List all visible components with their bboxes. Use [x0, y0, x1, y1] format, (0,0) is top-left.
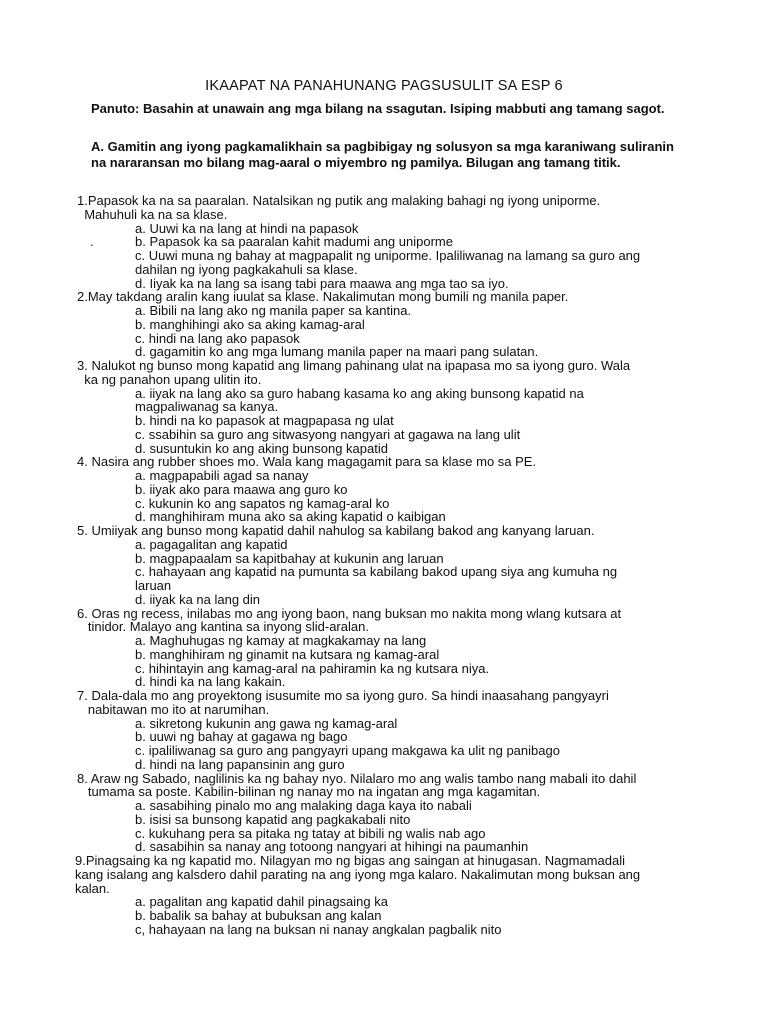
answer-option[interactable]	[77, 717, 717, 731]
answer-option-text: d. gagamitin ko ang mga lumang manila paper na maari pang sulatan.	[135, 344, 539, 360]
answer-option[interactable]	[77, 840, 717, 854]
answer-option-text: laruan	[135, 578, 172, 593]
answer-option[interactable]	[77, 813, 717, 827]
answer-option[interactable]	[77, 758, 717, 772]
question-stem-line: ka ng panahon upang ulitin ito.	[77, 371, 262, 387]
answer-option[interactable]	[77, 538, 717, 552]
question-stem-line: Mahuhuli ka na sa klase.	[77, 206, 228, 222]
question-1	[77, 194, 717, 290]
answer-option-text: c, hahayaan na lang na buksan ni nanay angkalan pagbalik nito	[135, 921, 502, 937]
answer-option[interactable]	[77, 442, 717, 456]
answer-option-text: c. hihintayin ang kamag-aral na pahiramin ka ng kutsara niya.	[135, 660, 490, 676]
answer-option-text: c. kukuhang pera sa pitaka ng tatay at bibili ng walis nab ago	[135, 825, 486, 841]
answer-option[interactable]	[77, 304, 717, 318]
answer-option-text: d. iiyak ka na lang din	[135, 591, 261, 607]
answer-option-text: c. hahayaan ang kapatid na pumunta sa kabilang bakod upang siya ang kumuha ng	[135, 564, 618, 580]
answer-option-text: a. pagalitan ang kapatid dahil pinagsaing ka	[135, 894, 388, 910]
question-4	[77, 455, 717, 524]
question-stem-line: 1.Papasok ka na sa paaralan. Natalsikan ng putik ang malaking bahagi ng iyong uniporme.	[77, 193, 601, 208]
answer-option-text: b. Papasok ka sa paaralan kahit madumi ang uniporme	[135, 234, 453, 250]
answer-option[interactable]	[77, 730, 717, 744]
answer-option-text: a. Maghuhugas ng kamay at magkakamay na lang	[135, 633, 427, 648]
answer-option-text: d. hindi ka na lang kakain.	[135, 674, 286, 690]
question-stem-line: 5. Umiiyak ang bunso mong kapatid dahil nahulog sa kabilang bakod ang kanyang laruan.	[77, 523, 595, 538]
answer-option-text: a. sasabihing pinalo mo ang malaking daga kaya ito nabali	[135, 798, 472, 813]
answer-option-text: b. manghihingi ako sa aking kamag-aral	[135, 316, 365, 332]
answer-option-text: b. isisi sa bunsong kapatid ang pagkakabali nito	[135, 811, 411, 827]
answer-option-text: a. sikretong kukunin ang gawa ng kamag-aral	[135, 715, 398, 731]
answer-option[interactable]	[77, 923, 717, 937]
question-stem-line: 7. Dala-dala mo ang proyektong isusumite mo sa iyong guro. Sa hindi inaasahang pangyayri	[77, 688, 609, 703]
answer-option[interactable]	[77, 675, 717, 689]
answer-option-text: b. magpapaalam sa kapitbahay at kukunin ang laruan	[135, 550, 444, 566]
answer-option-text: b. iiyak ako para maawa ang guro ko	[135, 481, 348, 497]
question-3	[77, 359, 717, 455]
answer-option[interactable]	[77, 263, 717, 277]
answer-option[interactable]	[77, 662, 717, 676]
answer-option[interactable]	[77, 332, 717, 346]
answer-option[interactable]	[77, 827, 717, 841]
answer-option-text: b. babalik sa bahay at bubuksan ang kalan	[135, 908, 382, 923]
answer-option-text: b. hindi na ko papasok at magpapasa ng ulat	[135, 413, 394, 428]
stray-mark: .	[90, 234, 94, 250]
question-stem-line: 6. Oras ng recess, inilabas mo ang iyong baon, nang buksan mo nakita mong wlang kutsara at	[77, 605, 622, 621]
answer-option-text: c. kukunin ko ang sapatos ng kamag-aral ko	[135, 495, 390, 511]
answer-option[interactable]	[77, 565, 717, 579]
question-stem-line: 4. Nasira ang rubber shoes mo. Wala kang magagamit para sa klase mo sa PE.	[77, 454, 537, 470]
answer-option[interactable]	[77, 235, 717, 249]
question-stem-line: 8. Araw ng Sabado, naglilinis ka ng bahay nyo. Nilalaro mo ang walis tambo nang mabali ito dahil	[77, 770, 637, 786]
question-stem-line: tumama sa poste. Kabilin-bilinan ng nanay mo na ingatan ang mga kagamitan.	[77, 784, 541, 800]
answer-option-text: dahilan ng iyong pagkakahuli sa klase.	[135, 261, 358, 277]
question-stem-line: 3. Nalukot ng bunso mong kapatid ang limang pahinang ulat na ipapasa mo sa iyong guro. Wala	[77, 358, 631, 373]
section-a-instruction: A. Gamitin ang iyong pagkamalikhain sa pagbibigay ng solusyon sa mga karaniwang suliranin na nararansan mo bilang mag-aaral o miyembro ng pamilya. Bilugan ang tamang titik.	[91, 139, 674, 170]
answer-option-text: a. Uuwi ka na lang at hindi na papasok	[135, 220, 359, 236]
answer-option-text: d. manghihiram muna ako sa aking kapatid o kaibigan	[135, 509, 446, 525]
answer-option-text: c. ipaliliwanag sa guro ang pangyayri upang makgawa ka ulit ng panibago	[135, 743, 560, 758]
answer-option-text: d. susuntukin ko ang aking bunsong kapatid	[135, 440, 388, 456]
answer-option[interactable]	[77, 345, 717, 359]
answer-option[interactable]	[77, 400, 717, 414]
question-8	[77, 772, 717, 855]
question-list	[77, 194, 717, 937]
question-9	[77, 854, 717, 937]
answer-option[interactable]	[77, 414, 717, 428]
question-2	[77, 290, 717, 359]
answer-option[interactable]	[77, 799, 717, 813]
answer-option[interactable]	[77, 593, 717, 607]
question-stem-line: kang isalang ang kalsdero dahil parating na ang iyong mga kalaro. Nakalimutan mong buksan ang	[75, 866, 641, 882]
answer-option-text: magpaliwanag sa kanya.	[135, 399, 279, 415]
answer-option-text: a. magpapabili agad sa nanay	[135, 468, 309, 483]
answer-option[interactable]	[77, 552, 717, 566]
question-stem-line: 2.May takdang aralin kang iuulat sa klase. Nakalimutan mong bumili ng manila paper.	[77, 289, 569, 305]
question-stem-line: 9.Pinagsaing ka ng kapatid mo. Nilagyan mo ng bigas ang saingan at hinugasan. Nagmamadali	[75, 853, 625, 868]
answer-option[interactable]	[77, 428, 717, 442]
answer-option-text: a. iiyak na lang ako sa guro habang kasama ko ang aking bunsong kapatid na	[135, 385, 584, 401]
question-6	[77, 607, 717, 690]
answer-option-text: d. Iiyak ka na lang sa isang tabi para maawa ang mga tao sa iyo.	[135, 275, 509, 291]
answer-option[interactable]	[77, 249, 717, 263]
answer-option[interactable]	[77, 909, 717, 923]
answer-option-text: c. ssabihin sa guro ang sitwasyong nangyari at gagawa na lang ulit	[135, 426, 521, 442]
answer-option-text: c. Uuwi muna ng bahay at magpapalit ng uniporme. Ipaliliwanag na lamang sa guro ang	[135, 248, 641, 263]
answer-option[interactable]	[77, 387, 717, 401]
answer-option[interactable]	[77, 895, 717, 909]
answer-option[interactable]	[77, 648, 717, 662]
answer-option[interactable]	[77, 483, 717, 497]
answer-option[interactable]	[77, 634, 717, 648]
answer-option[interactable]	[77, 579, 717, 593]
answer-option-text: b. uuwi ng bahay at gagawa ng bago	[135, 729, 348, 745]
question-stem-line: nabitawan mo ito at narumihan.	[77, 701, 270, 717]
question-stem-line: kalan.	[75, 880, 110, 896]
question-7	[77, 689, 717, 772]
answer-option[interactable]	[77, 510, 717, 524]
answer-option-text: c. hindi na lang ako papasok	[135, 330, 300, 346]
answer-option[interactable]	[77, 744, 717, 758]
answer-option[interactable]	[77, 497, 717, 511]
answer-option[interactable]	[77, 222, 717, 236]
question-stem-line: tinidor. Malayo ang kantina sa inyong slid-aralan.	[77, 619, 369, 635]
exam-title: IKAAPAT NA PANAHUNANG PAGSUSULIT SA ESP 6	[205, 78, 563, 94]
answer-option-text: d. sasabihin sa nanay ang totoong nangyari at hihingi na paumanhin	[135, 839, 529, 855]
panuto-instruction: Panuto: Basahin at unawain ang mga bilang na ssagutan. Isiping mabbuti ang tamang sagot.	[91, 101, 665, 116]
answer-option[interactable]	[77, 277, 717, 291]
answer-option[interactable]	[77, 469, 717, 483]
answer-option[interactable]	[77, 318, 717, 332]
answer-option-text: a. Bibili na lang ako ng manila paper sa kantina.	[135, 303, 412, 318]
question-5	[77, 524, 717, 607]
answer-option-text: b. manghihiram ng ginamit na kutsara ng kamag-aral	[135, 646, 440, 662]
answer-option-text: d. hindi na lang papansinin ang guro	[135, 756, 345, 772]
answer-option-text: a. pagagalitan ang kapatid	[135, 536, 288, 552]
